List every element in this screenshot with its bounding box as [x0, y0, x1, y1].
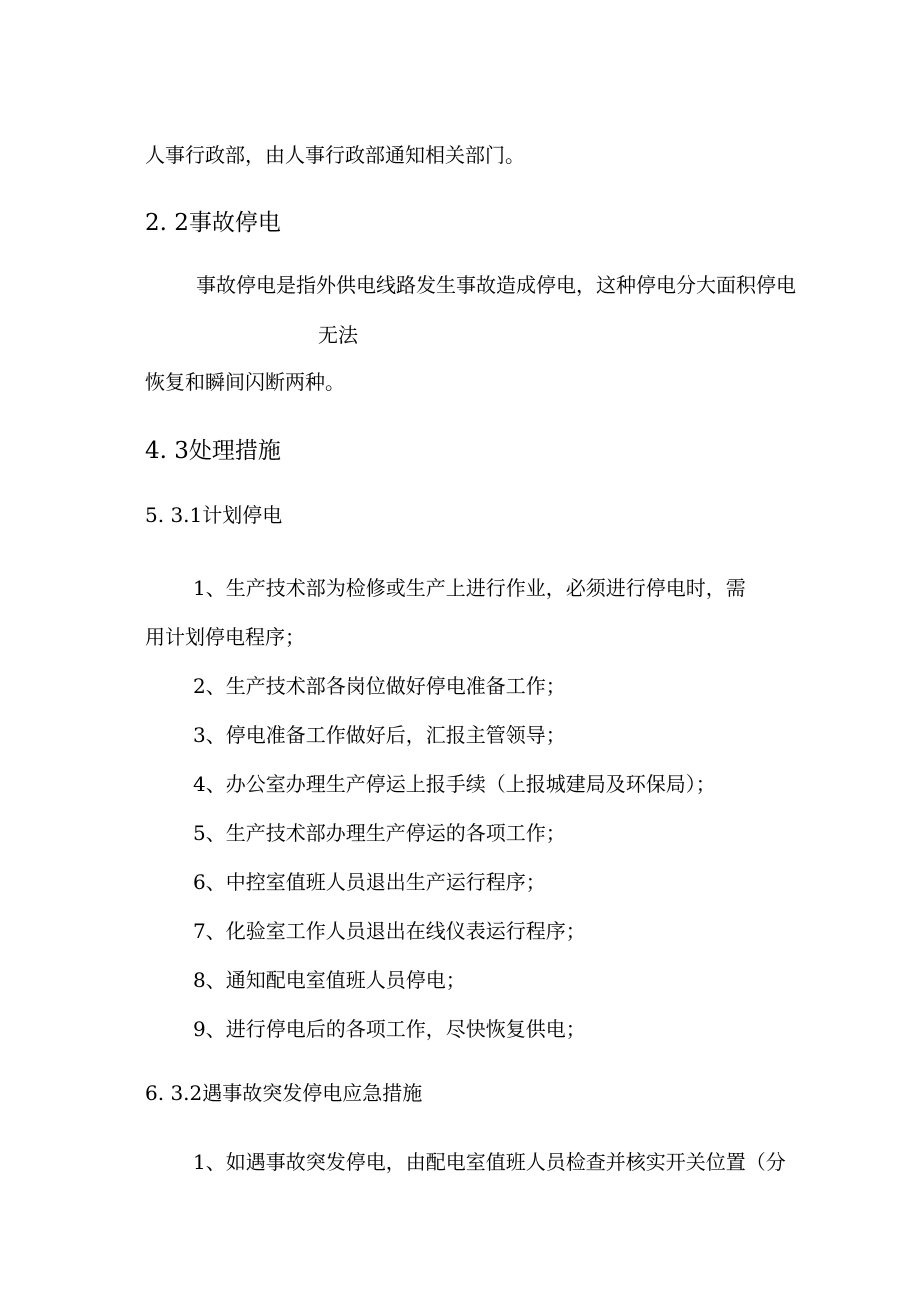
paragraph-continuation: 人事行政部，由人事行政部通知相关部门。 [145, 143, 525, 167]
paragraph-continuation: 恢复和瞬间闪断两种。 [145, 370, 345, 394]
list-item: 2、生产技术部各岗位做好停电准备工作； [193, 674, 566, 698]
list-item: 8、通知配电室值班人员停电； [193, 968, 466, 992]
list-item: 5、生产技术部办理生产停运的各项工作； [193, 821, 566, 845]
section-heading-measures: 4. 3处理措施 [145, 438, 281, 464]
list-item: 9、进行停电后的各项工作，尽快恢复供电； [193, 1017, 586, 1041]
subsection-heading-emergency: 6. 3.2遇事故突发停电应急措施 [145, 1081, 423, 1105]
list-item: 4、办公室办理生产停运上报手续（上报城建局及环保局）； [193, 772, 716, 796]
list-item: 7、化验室工作人员退出在线仪表运行程序； [193, 919, 586, 943]
list-item: 6、中控室值班人员退出生产运行程序； [193, 870, 546, 894]
list-item: 3、停电准备工作做好后，汇报主管领导； [193, 723, 566, 747]
list-item: 1、如遇事故突发停电，由配电室值班人员检查并核实开关位置（分 [193, 1150, 786, 1174]
paragraph-fragment: 无法 [318, 323, 358, 347]
list-item-continuation: 用计划停电程序； [145, 625, 305, 649]
list-item: 1、生产技术部为检修或生产上进行作业，必须进行停电时，需 [193, 576, 746, 600]
section-heading-2-2: 2. 2事故停电 [145, 210, 281, 236]
subsection-heading-planned-outage: 5. 3.1计划停电 [145, 503, 283, 527]
paragraph-accident-outage: 事故停电是指外供电线路发生事故造成停电，这种停电分大面积停电 [196, 273, 796, 297]
